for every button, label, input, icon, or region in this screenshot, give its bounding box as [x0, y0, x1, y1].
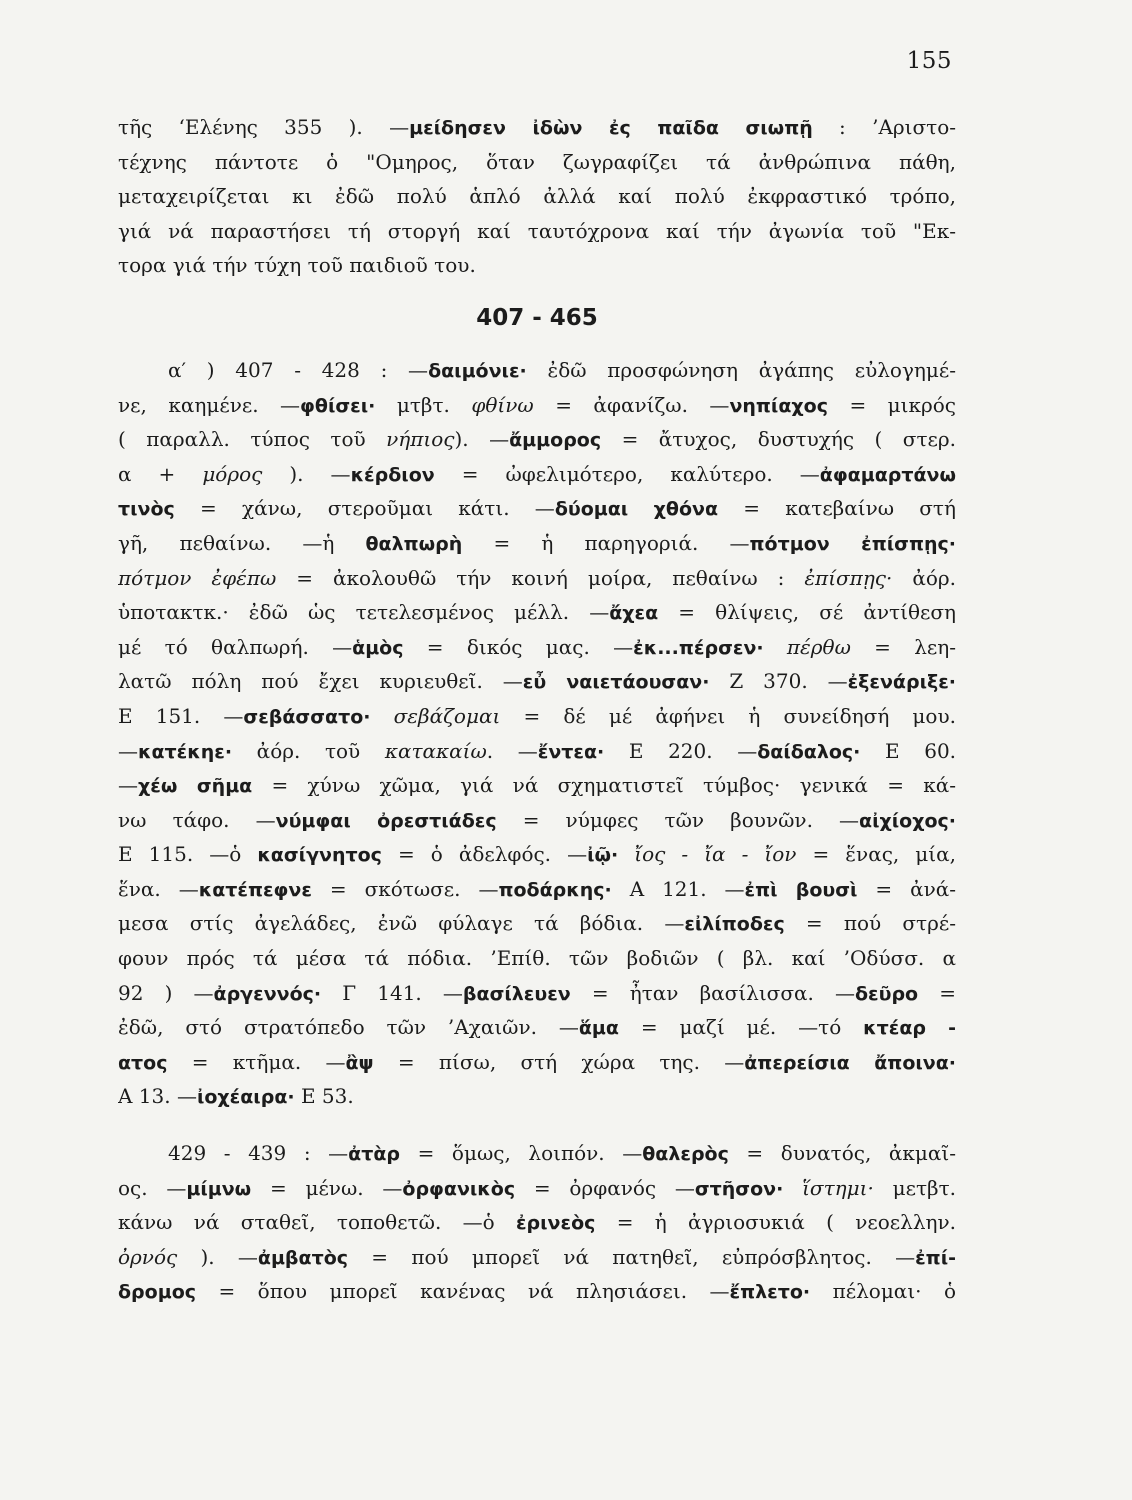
lemma: κτέαρ -: [863, 1017, 956, 1040]
lemma: τινὸς: [118, 498, 175, 521]
text-segment: = δέ μέ ἀφήνει ἡ συνείδησή μου.: [500, 703, 956, 728]
text-segment: —: [118, 773, 138, 798]
page-number: 155: [906, 48, 952, 74]
lemma: ποδάρκης·: [498, 878, 612, 901]
text-segment: = κτῆμα. —: [167, 1049, 346, 1074]
italic-term: κατακαίω: [384, 738, 487, 763]
text-segment: = νύμφες τῶν βουνῶν. —: [496, 807, 860, 832]
text-segment: = χάνω, στεροῦμαι κάτι. —: [174, 496, 555, 521]
text-segment: = δυνατός, ἀκμαῖ-: [728, 1141, 956, 1166]
text-segment: γιά νά παραστήσει τή στοργή καί ταυτόχρονα καί τήν ἀγωνία τοῦ "Εκ-: [118, 218, 956, 243]
lemma: στῆσον·: [694, 1177, 784, 1200]
lemma: νύμφαι ὀρεστιάδες: [275, 809, 497, 832]
text-line: [118, 491, 956, 526]
text-segment: = ὅπου μπορεῖ κανένας νά πλησιάσει. —: [196, 1279, 730, 1304]
lemma: εἰλίποδες: [684, 913, 785, 936]
text-line: [118, 837, 956, 872]
text-segment: Α 121. —: [611, 876, 745, 901]
text-line: [118, 734, 956, 769]
text-segment: Γ 141. —: [321, 980, 463, 1005]
lemma: μίμνω: [186, 1177, 252, 1200]
text-segment: = ὁ ἀδελφός. —: [381, 842, 588, 867]
italic-term: νήπιος: [386, 427, 455, 452]
lemma: κατέπεφνε: [198, 878, 312, 901]
text-segment: = ὠφελιμότερο, καλύτερο. —: [434, 461, 820, 486]
lemma: ἄχεα: [609, 602, 659, 625]
lemma: ἀργεννός·: [213, 982, 322, 1005]
text-segment: = μικρός: [827, 392, 956, 417]
lemma: ἀπερείσια ἄποινα·: [744, 1051, 956, 1074]
lemma: ατος: [118, 1051, 168, 1074]
text-segment: . —: [486, 738, 538, 763]
text-segment: ὑποτακτκ.· ἐδῶ ὡς τετελεσμένος μέλλ. —: [118, 600, 610, 625]
lemma: θαλπωρὴ: [365, 532, 463, 555]
lemma: ἂψ: [345, 1051, 374, 1074]
text-segment: ος. —: [118, 1175, 187, 1200]
text-line: [118, 768, 956, 803]
lemma: δαίδαλος·: [757, 740, 861, 763]
lemma: ἐκ...πέρσεν·: [633, 636, 764, 659]
paragraph-gap: [118, 1114, 956, 1136]
text-segment: μτβτ.: [375, 392, 472, 417]
italic-term: ἵστημι·: [802, 1175, 874, 1200]
text-segment: = ἡ παρηγοριά. —: [462, 530, 750, 555]
text-segment: [764, 635, 787, 659]
lemma: δεῦρο: [854, 982, 919, 1005]
italic-term: ἐπίσπῃς·: [804, 565, 893, 590]
text-segment: μετβτ.: [873, 1175, 956, 1200]
text-segment: = ἀνά-: [857, 876, 956, 901]
italic-term: πέρθω: [786, 634, 851, 659]
paragraph-407-428: [118, 353, 956, 1114]
lemma: ἐπὶ βουσὶ: [744, 878, 858, 901]
text-segment: ). —: [177, 1244, 258, 1269]
text-line: [118, 110, 956, 145]
lemma: σεβάσσατο·: [243, 705, 371, 728]
text-segment: = ἦταν βασίλισσα. —: [570, 980, 855, 1005]
text-segment: = πού μπορεῖ νά πατηθεῖ, εὐπρόσβλητος. —: [348, 1244, 916, 1269]
text-segment: Ζ 370. —: [709, 669, 848, 694]
text-segment: = μένω. —: [251, 1175, 403, 1200]
text-segment: λατῶ πόλη πού ἔχει κυριευθεῖ. —: [118, 669, 523, 694]
text-line: [118, 1136, 956, 1171]
text-segment: : ’Αριστο-: [812, 115, 956, 139]
text-line: [118, 941, 956, 976]
text-line: [118, 1010, 956, 1045]
text-segment: = ἄτυχος, δυστυχής ( στερ.: [601, 427, 956, 452]
text-segment: = κατεβαίνω στή: [718, 496, 956, 521]
text-line: [118, 526, 956, 561]
text-line: [118, 699, 956, 734]
text-line: [118, 214, 956, 249]
text-line: [118, 145, 956, 180]
text-segment: Ε 151. —: [118, 703, 244, 728]
text-line: [118, 803, 956, 838]
text-segment: = δικός μας. —: [403, 634, 634, 659]
text-segment: κάνω νά σταθεῖ, τοποθετῶ. —ὁ: [118, 1210, 516, 1235]
text-line: [118, 664, 956, 699]
text-segment: μεσα στίς ἀγελάδες, ἐνῶ φύλαγε τά βόδια. —: [118, 911, 685, 936]
text-segment: = σκότωσε. —: [311, 876, 499, 901]
lemma: δύομαι χθόνα: [554, 498, 719, 521]
lemma: εὖ ναιετάουσαν·: [522, 671, 710, 694]
paragraph-intro: [118, 110, 956, 283]
lemma: ἐξενάριξε·: [847, 671, 956, 694]
italic-term: ὀρνός: [118, 1244, 178, 1269]
italic-term: πότμον ἐφέπω: [118, 565, 277, 590]
text-segment: = πού στρέ-: [784, 911, 956, 936]
text-segment: γῆ, πεθαίνω. —ἡ: [118, 530, 366, 555]
text-segment: μεταχειρίζεται κι ἐδῶ πολύ ἁπλό ἀλλά καί πολύ ἐκφραστικό τρόπο,: [118, 184, 956, 209]
lemma: δαιμόνιε·: [428, 359, 527, 382]
lemma: ἁμὸς: [352, 636, 404, 659]
lemma: θαλερὸς: [642, 1143, 729, 1166]
text-line: [118, 1240, 956, 1275]
lemma: πότμον ἐπίσπῃς·: [749, 532, 956, 555]
text-line: [118, 457, 956, 492]
text-segment: = ἀφανίζω. —: [533, 392, 730, 417]
lemma: νηπίαχος: [729, 394, 828, 417]
section-heading: 407 - 465: [476, 304, 598, 331]
text-line: [118, 1045, 956, 1080]
lemma: ἔπλετο·: [729, 1281, 811, 1304]
italic-term: ἴος - ἴα - ἴον: [634, 842, 797, 867]
lemma: ἄμμορος: [509, 429, 602, 452]
text-segment: Ε 60.: [860, 738, 956, 763]
text-segment: = ἡ ἀγριοσυκιά ( νεοελλην.: [595, 1210, 956, 1235]
lemma: κατέκηε·: [138, 740, 233, 763]
lemma: χέω σῆμα: [138, 775, 253, 798]
lemma: ἐρινεὸς: [515, 1212, 596, 1235]
text-line: [118, 248, 956, 283]
lemma: ἔντεα·: [537, 740, 605, 763]
text-segment: Ε 115. —ὁ: [118, 842, 258, 867]
lemma: ἀτὰρ: [348, 1143, 400, 1166]
lemma: ἐπί-: [915, 1246, 956, 1269]
lemma: ἰοχέαιρα·: [196, 1086, 295, 1109]
text-segment: Ε 53.: [294, 1084, 354, 1109]
text-segment: ἐδῶ προσφώνηση ἀγάπης εὐλογημέ-: [526, 357, 956, 382]
italic-term: σεβάζομαι: [393, 703, 501, 728]
text-segment: = ἕνας, μία,: [796, 842, 956, 867]
text-segment: α′ ) 407 - 428 : —: [168, 357, 429, 382]
text-segment: [618, 842, 634, 866]
lemma: φθίσει·: [300, 394, 376, 417]
text-segment: = θλίψεις, σέ ἀντίθεση: [658, 600, 956, 625]
paragraph-429-439: [118, 1136, 956, 1309]
text-segment: =: [918, 980, 956, 1005]
text-segment: ). —: [262, 461, 351, 486]
text-segment: = μαζί μέ. —τό: [618, 1015, 864, 1040]
text-segment: τέχνης πάντοτε ὁ "Ομηρος, ὅταν ζωγραφίζει τά ἀνθρώπινα πάθη,: [118, 149, 956, 174]
text-segment: = ὀρφανός —: [515, 1175, 695, 1200]
text-segment: —: [118, 738, 138, 763]
text-segment: νε, καημένε. —: [118, 392, 301, 417]
text-segment: = χύνω χῶμα, γιά νά σχηματιστεῖ τύμβος· γενικά = κά-: [252, 773, 956, 798]
lemma: μείδησεν ἰδὼν ἐς παῖδα σιωπῇ: [409, 117, 813, 139]
text-segment: νω τάφο. —: [118, 807, 276, 832]
lemma: ἰῷ·: [587, 844, 619, 867]
text-segment: = ἀκολουθῶ τήν κοινή μοίρα, πεθαίνω :: [276, 565, 805, 590]
text-segment: τορα γιά τήν τύχη τοῦ παιδιοῦ του.: [118, 253, 476, 278]
text-line: [118, 422, 956, 457]
text-segment: [783, 1176, 802, 1200]
lemma: ἀφαμαρτάνω: [819, 463, 956, 486]
text-line: [118, 1205, 956, 1240]
lemma: βασίλευεν: [462, 982, 571, 1005]
text-segment: ἐδῶ, στό στρατόπεδο τῶν ’Αχαιῶν. —: [118, 1015, 579, 1040]
lemma: ἅμα: [578, 1017, 619, 1040]
text-segment: φουν πρός τά μέσα τά πόδια. ’Επίθ. τῶν βοδιῶν ( βλ. καί ’Οδύσσ. α: [118, 946, 956, 971]
text-segment: α +: [118, 461, 203, 486]
lemma: αἰχίοχος·: [859, 809, 956, 832]
lemma: κέρδιον: [350, 463, 435, 486]
commentary-text: [118, 110, 956, 1309]
text-segment: Α 13. —: [118, 1084, 197, 1109]
text-segment: [370, 704, 393, 728]
text-line: [118, 1171, 956, 1206]
text-segment: 92 ) —: [118, 980, 214, 1005]
text-line: [118, 976, 956, 1011]
text-line: [118, 353, 956, 388]
text-line: [118, 872, 956, 907]
text-line: [118, 388, 956, 423]
text-segment: = πίσω, στή χώρα της. —: [373, 1049, 745, 1074]
italic-term: μόρος: [202, 461, 263, 486]
text-line: [118, 561, 956, 596]
text-line: [118, 179, 956, 214]
text-segment: 429 - 439 : —: [168, 1141, 349, 1166]
lemma: κασίγνητος: [257, 844, 382, 867]
text-segment: ἀόρ.: [892, 565, 956, 590]
text-line: [118, 906, 956, 941]
text-segment: τῆς ‘Ελένης 355 ). —: [118, 115, 410, 139]
text-line: [118, 1274, 956, 1309]
text-segment: Ε 220. —: [604, 738, 758, 763]
lemma: ἀμβατὸς: [257, 1246, 349, 1269]
text-segment: ἀόρ. τοῦ: [232, 738, 385, 763]
text-segment: ). —: [454, 427, 510, 452]
text-line: [118, 1079, 956, 1114]
text-segment: ἕνα. —: [118, 876, 199, 901]
text-segment: μέ τό θαλπωρή. —: [118, 634, 353, 659]
text-line: [118, 595, 956, 630]
lemma: ὀρφανικὸς: [402, 1177, 516, 1200]
lemma: δρομος: [118, 1281, 197, 1304]
text-segment: πέλομαι· ὁ: [810, 1279, 956, 1304]
text-segment: = λεη-: [850, 634, 956, 659]
italic-term: φθίνω: [471, 392, 534, 417]
text-segment: ( παραλλ. τύπος τοῦ: [118, 427, 387, 452]
text-line: [118, 630, 956, 665]
text-segment: = ὅμως, λοιπόν. —: [400, 1141, 643, 1166]
